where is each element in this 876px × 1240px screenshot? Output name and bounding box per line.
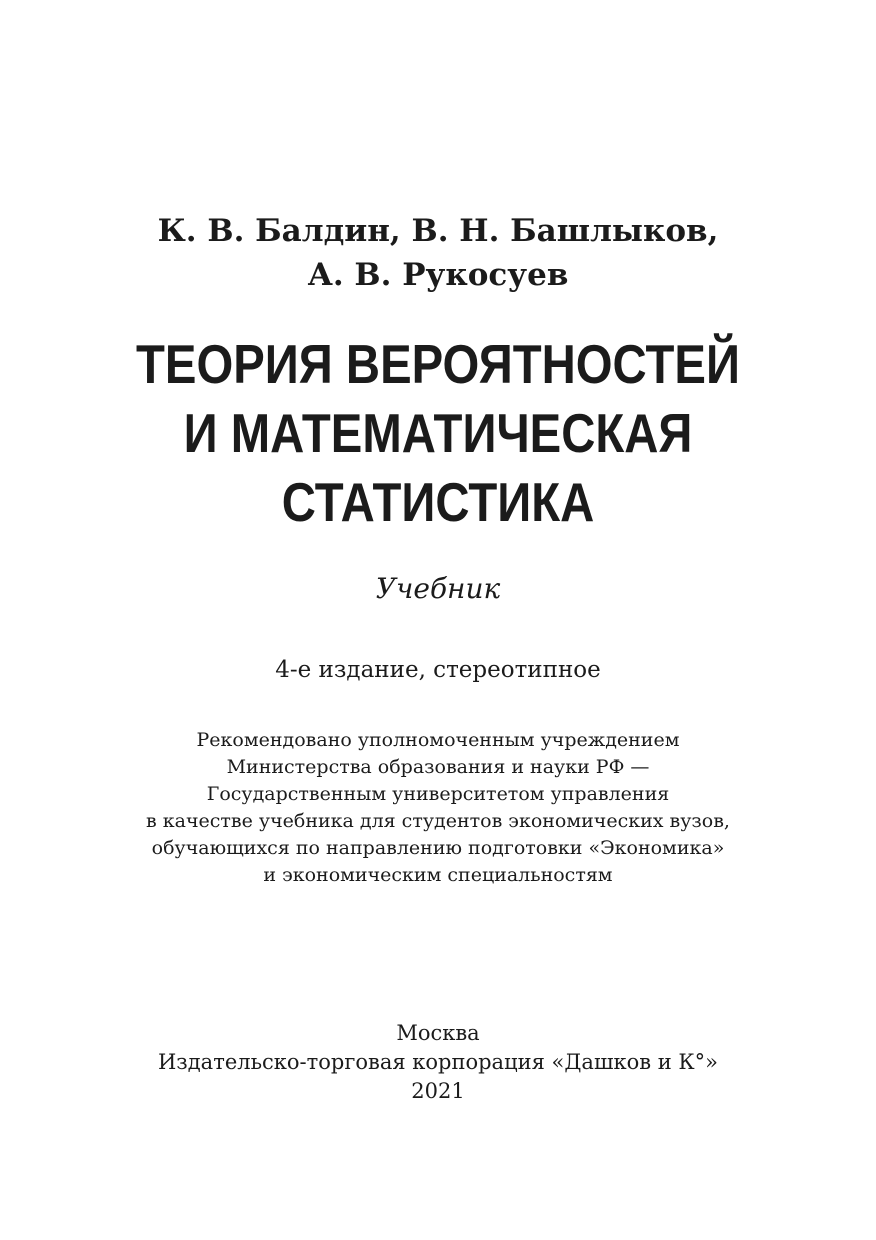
authors-line-2: А. В. Рукосуев [307, 257, 569, 293]
imprint-block [0, 1019, 876, 1106]
imprint-publisher: Издательско-торговая корпорация «Дашков и К°» [157, 1050, 719, 1074]
imprint-year: 2021 [411, 1079, 465, 1103]
edition-label: 4-е издание, стереотипное [275, 657, 601, 683]
book-title-line-3: СТАТИСТИКА [281, 471, 595, 533]
imprint-city: Москва [396, 1021, 480, 1045]
book-title-line-1: ТЕОРИЯ ВЕРОЯТНОСТЕЙ [136, 333, 740, 395]
recommendation-line: Рекомендовано уполномоченным учреждением [196, 729, 680, 751]
authors-line-1: К. В. Балдин, В. Н. Башлыков, [157, 213, 719, 249]
genre-label: Учебник [375, 572, 501, 605]
recommendation-block [0, 727, 876, 889]
recommendation-line: и экономическим специальностям [263, 864, 613, 886]
recommendation-line: Министерства образования и науки РФ — [226, 756, 650, 778]
recommendation-line: в качестве учебника для студентов экономических вузов, [146, 810, 730, 832]
recommendation-line: Государственным университетом управления [206, 783, 670, 805]
book-title-line-2: И МАТЕМАТИЧЕСКАЯ [183, 402, 693, 464]
recommendation-line: обучающихся по направлению подготовки «Экономика» [151, 837, 725, 859]
